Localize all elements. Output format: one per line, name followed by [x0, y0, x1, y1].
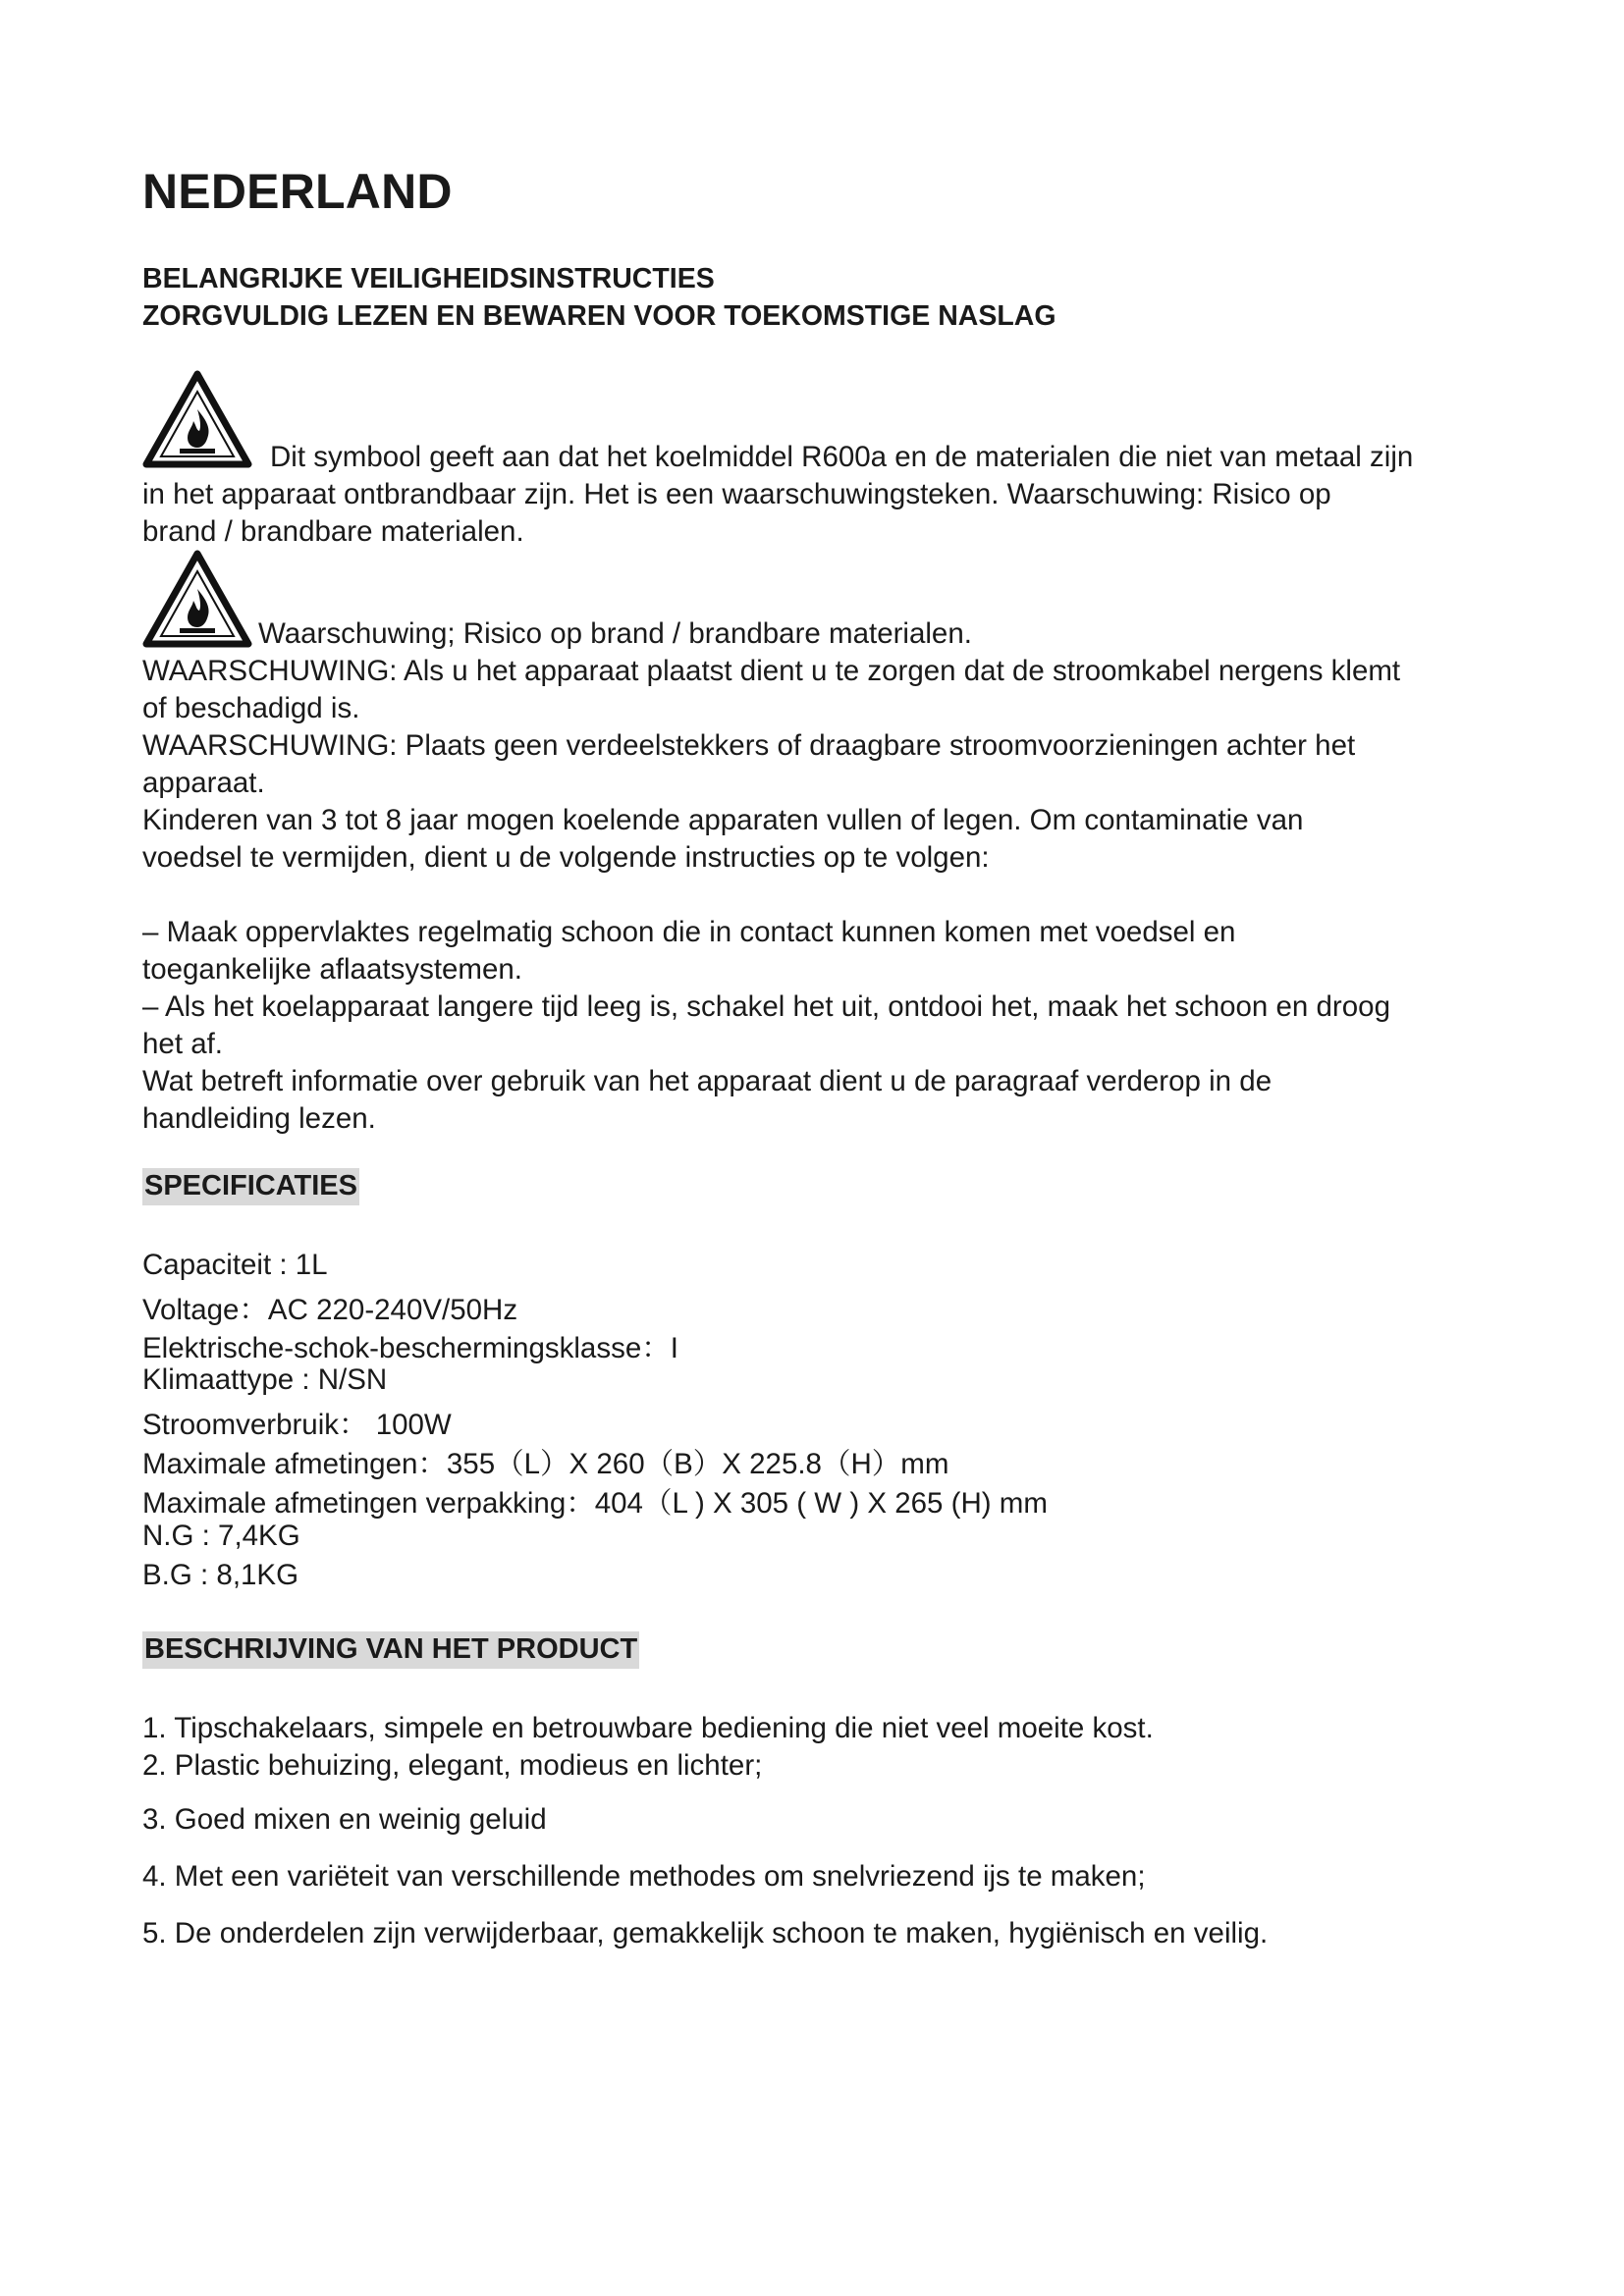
children-paragraph-line-1: Kinderen van 3 tot 8 jaar mogen koelende apparaten vullen of legen. Om contaminatie van — [142, 804, 1304, 836]
spec-capacity: Capaciteit : 1L — [142, 1249, 328, 1281]
warning-cable-line-2: of beschadigd is. — [142, 692, 360, 724]
info-paragraph-line-2: handleiding lezen. — [142, 1102, 376, 1135]
product-item-5: 5. De onderdelen zijn verwijderbaar, gemakkelijk schoon te maken, hygiënisch en veilig. — [142, 1917, 1269, 1949]
symbol-paragraph-line-1: Dit symbool geeft aan dat het koelmiddel R600a en de materialen die niet van metaal zijn — [270, 441, 1414, 473]
product-item-1: 1. Tipschakelaars, simpele en betrouwbare bediening die niet veel moeite kost. — [142, 1712, 1154, 1744]
product-item-4: 4. Met een variëteit van verschillende methodes om snelvriezend ijs te maken; — [142, 1860, 1146, 1893]
warning-power-strips-line-1: WAARSCHUWING: Plaats geen verdeelstekkers of draagbare stroomvoorzieningen achter het — [142, 729, 1356, 762]
safety-heading: BELANGRIJKE VEILIGHEIDSINSTRUCTIES — [142, 263, 715, 294]
symbol-paragraph-line-2: in het apparaat ontbrandbaar zijn. Het is een waarschuwingsteken. Waarschuwing: Risico op — [142, 478, 1331, 510]
spec-package-dimensions: Maximale afmetingen verpakking：404（L ) X 305 ( W ) X 265 (H) mm — [142, 1487, 1048, 1520]
flammable-warning-icon — [142, 370, 252, 472]
spec-power-consumption: Stroomverbruik： 100W — [142, 1409, 452, 1441]
product-description-heading-text: BESCHRIJVING VAN HET PRODUCT — [142, 1631, 639, 1669]
spec-voltage: Voltage：AC 220-240V/50Hz — [142, 1294, 518, 1326]
product-item-2: 2. Plastic behuizing, elegant, modieus en lichter; — [142, 1749, 763, 1782]
specifications-heading-text: SPECIFICATIES — [142, 1168, 359, 1205]
page-title: NEDERLAND — [142, 164, 453, 219]
info-paragraph-line-1: Wat betreft informatie over gebruik van het apparaat dient u de paragraaf verderop in de — [142, 1065, 1272, 1097]
product-description-heading — [142, 1631, 639, 1669]
warning-cable-line-1: WAARSCHUWING: Als u het apparaat plaatst dient u te zorgen dat de stroomkabel nergens klemt — [142, 655, 1401, 687]
bullet-2-line-1: – Als het koelapparaat langere tijd leeg is, schakel het uit, ontdooi het, maak het schoon en droog — [142, 990, 1390, 1023]
bullet-1-line-2: toegankelijke aflaatsystemen. — [142, 953, 523, 986]
bullet-1-line-1: – Maak oppervlaktes regelmatig schoon die in contact kunnen komen met voedsel en — [142, 916, 1236, 948]
spec-protection-class: Elektrische-schok-beschermingsklasse：I — [142, 1332, 678, 1364]
read-keep-heading: ZORGVULDIG LEZEN EN BEWAREN VOOR TOEKOMSTIGE NASLAG — [142, 300, 1056, 332]
spec-climate-type: Klimaattype : N/SN — [142, 1363, 388, 1396]
spec-net-weight: N.G : 7,4KG — [142, 1520, 300, 1552]
symbol-paragraph-line-3: brand / brandbare materialen. — [142, 515, 524, 548]
specifications-heading — [142, 1168, 359, 1205]
warning-line: Waarschuwing; Risico op brand / brandbare materialen. — [258, 617, 972, 650]
spec-gross-weight: B.G : 8,1KG — [142, 1559, 299, 1591]
flammable-warning-icon — [142, 550, 252, 652]
spec-dimensions: Maximale afmetingen：355（L）X 260（B）X 225.8（H）mm — [142, 1448, 949, 1480]
product-item-3: 3. Goed mixen en weinig geluid — [142, 1803, 547, 1836]
bullet-2-line-2: het af. — [142, 1028, 224, 1060]
children-paragraph-line-2: voedsel te vermijden, dient u de volgende instructies op te volgen: — [142, 841, 990, 874]
warning-power-strips-line-2: apparaat. — [142, 767, 265, 799]
